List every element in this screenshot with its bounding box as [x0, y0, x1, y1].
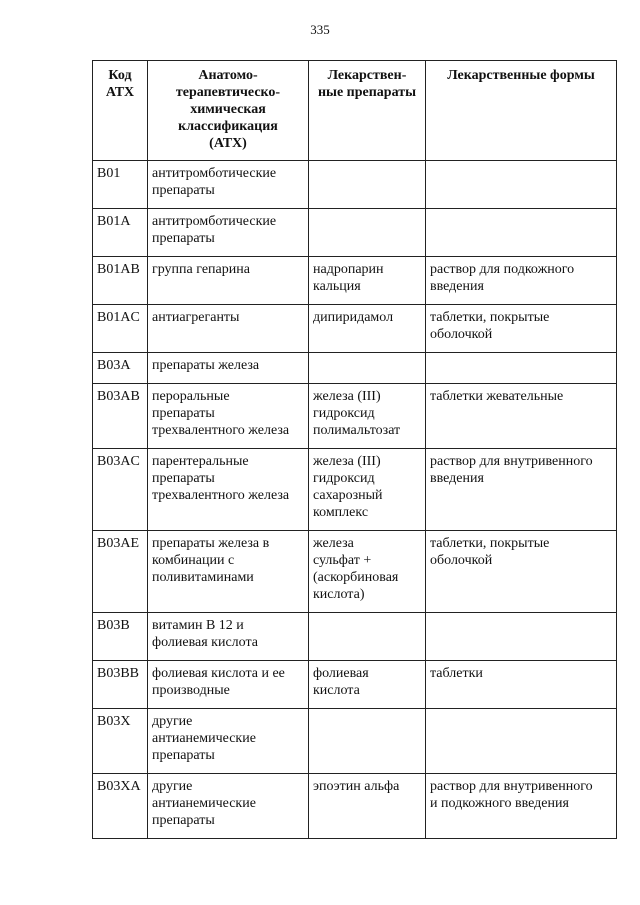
atx-code-cell: B03A — [93, 353, 148, 384]
table-row — [93, 353, 617, 384]
dosage-form-cell — [426, 209, 617, 257]
dosage-form-cell: раствор для внутривенного введения — [426, 449, 617, 531]
atx-code-cell: B03BB — [93, 661, 148, 709]
table-row — [93, 531, 617, 613]
dosage-form-cell: раствор для внутривенного и подкожного введения — [426, 774, 617, 839]
drug-cell — [309, 613, 426, 661]
atx-code-cell: B01AC — [93, 305, 148, 353]
table-row — [93, 449, 617, 531]
drug-cell — [309, 353, 426, 384]
dosage-form-cell — [426, 709, 617, 774]
dosage-form-cell: таблетки — [426, 661, 617, 709]
drug-cell: дипиридамол — [309, 305, 426, 353]
drug-cell: железа (III) гидроксид сахарозный комплекс — [309, 449, 426, 531]
drug-cell — [309, 161, 426, 209]
atx-classification-cell: фолиевая кислота и ее производные — [148, 661, 309, 709]
page-number: 335 — [310, 22, 330, 37]
atx-code-cell: B01A — [93, 209, 148, 257]
atx-code-cell: B01AB — [93, 257, 148, 305]
drug-cell: железа сульфат + (аскорбиновая кислота) — [309, 531, 426, 613]
table-row — [93, 257, 617, 305]
atx-classification-cell: витамин B 12 и фолиевая кислота — [148, 613, 309, 661]
dosage-form-cell: таблетки жевательные — [426, 384, 617, 449]
table-row — [93, 613, 617, 661]
dosage-form-cell: таблетки, покрытые оболочкой — [426, 305, 617, 353]
dosage-form-cell: таблетки, покрытые оболочкой — [426, 531, 617, 613]
atx-code-cell: B03B — [93, 613, 148, 661]
atx-classification-cell: пероральные препараты трехвалентного железа — [148, 384, 309, 449]
atx-code-cell: B03AC — [93, 449, 148, 531]
drug-cell: фолиевая кислота — [309, 661, 426, 709]
header-drugs: Лекарствен- ные препараты — [309, 61, 426, 161]
dosage-form-cell — [426, 161, 617, 209]
atx-code-cell: B03X — [93, 709, 148, 774]
table-row — [93, 161, 617, 209]
drug-cell: железа (III) гидроксид полимальтозат — [309, 384, 426, 449]
drug-cell — [309, 709, 426, 774]
atx-classification-cell: препараты железа — [148, 353, 309, 384]
dosage-form-cell: раствор для подкожного введения — [426, 257, 617, 305]
table-header-row — [93, 61, 617, 161]
table-row — [93, 384, 617, 449]
atx-drug-table — [92, 60, 617, 839]
table-row — [93, 305, 617, 353]
table-row — [93, 209, 617, 257]
atx-code-cell: B01 — [93, 161, 148, 209]
atx-classification-cell: другие антианемические препараты — [148, 709, 309, 774]
header-atx-classification: Анатомо- терапевтическо- химическая классификация (АТХ) — [148, 61, 309, 161]
drug-cell: эпоэтин альфа — [309, 774, 426, 839]
atx-classification-cell: антитромботические препараты — [148, 161, 309, 209]
header-dosage-forms: Лекарственные формы — [426, 61, 617, 161]
atx-code-cell: B03AB — [93, 384, 148, 449]
dosage-form-cell — [426, 613, 617, 661]
dosage-form-cell — [426, 353, 617, 384]
drug-cell: надропарин кальция — [309, 257, 426, 305]
table-row — [93, 709, 617, 774]
atx-classification-cell: антиагреганты — [148, 305, 309, 353]
atx-classification-cell: парентеральные препараты трехвалентного железа — [148, 449, 309, 531]
atx-classification-cell: другие антианемические препараты — [148, 774, 309, 839]
atx-code-cell: B03AE — [93, 531, 148, 613]
table-row — [93, 661, 617, 709]
table-row — [93, 774, 617, 839]
atx-code-cell: B03XA — [93, 774, 148, 839]
drug-cell — [309, 209, 426, 257]
header-atx-code: Код АТХ — [93, 61, 148, 161]
atx-classification-cell: группа гепарина — [148, 257, 309, 305]
atx-classification-cell: антитромботические препараты — [148, 209, 309, 257]
atx-classification-cell: препараты железа в комбинации с поливитаминами — [148, 531, 309, 613]
